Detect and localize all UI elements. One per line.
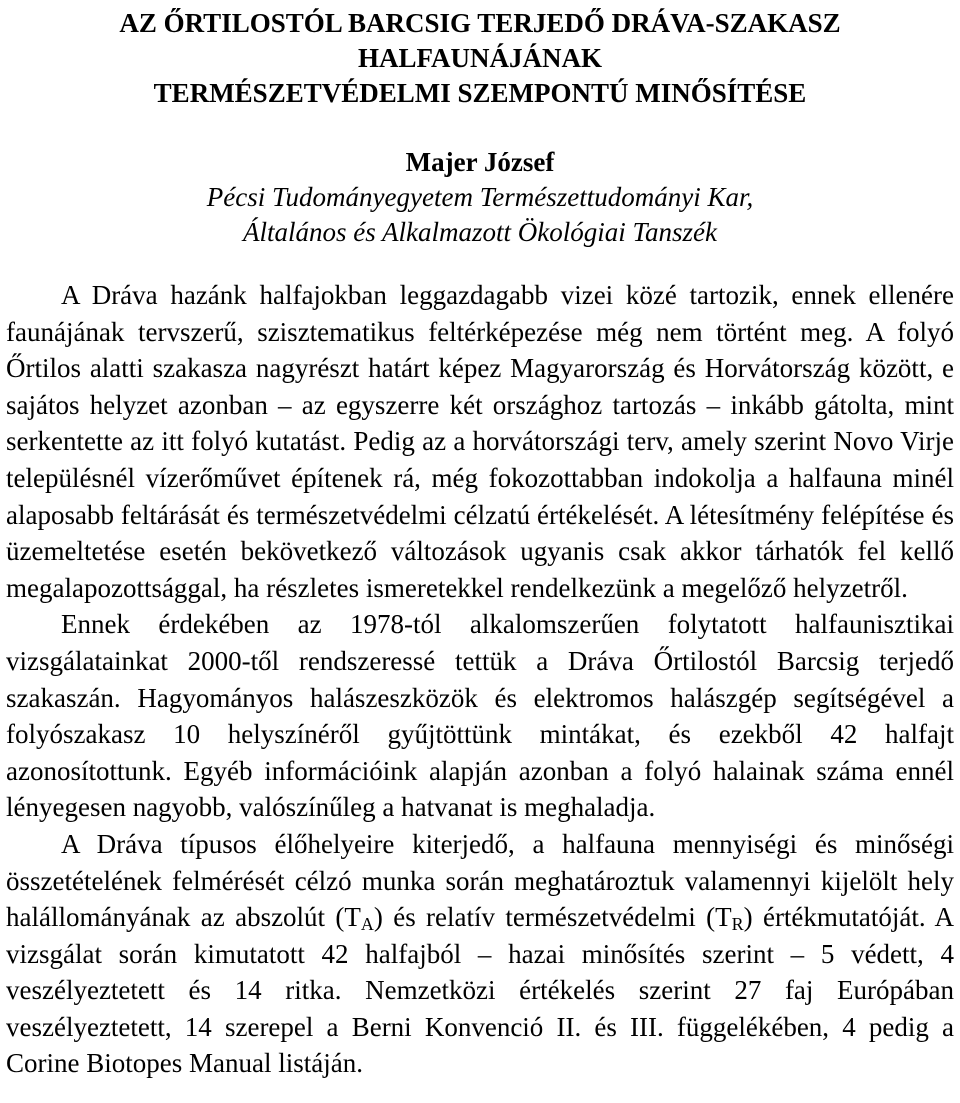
paragraph-2: Ennek érdekében az 1978-tól alkalomszerűen folytatott halfaunisztikai vizsgálatainkat 2000-től rendszeressé tettük a Dráva Őrtilostól Barcsig terjedő szakaszán. Hagyományos halászeszközök és elektromos halászgép segítségével a folyószakasz 10 helyszínéről gyűjtöttünk mintákat, és ezekből 42 halfajt azonosítottunk. Egyéb információink alapján azonban a folyó halainak száma ennél lényegesen nagyobb, valószínűleg a hatvanat is meghaladja. <box>6 609 954 823</box>
paragraph-3 <box>6 826 954 1082</box>
author-name: Majer József <box>405 147 555 177</box>
title-line-3: TERMÉSZETVÉDELMI SZEMPONTÚ MINŐSÍTÉSE <box>153 78 807 108</box>
author-block <box>6 145 954 250</box>
title-line-1: AZ ŐRTILOSTÓL BARCSIG TERJEDŐ DRÁVA-SZAKASZ <box>119 8 841 38</box>
paragraph-1: A Dráva hazánk halfajokban leggazdagabb vizei közé tartozik, ennek ellenére faunájának tervszerű, szisztematikus feltérképezése még nem történt meg. A folyó Őrtilos alatti szakasza nagyrészt határt képez Magyarország és Horvátország között, e sajátos helyzet azonban – az egyszerre két országhoz tartozás – inkább gátolta, mint serkentette az itt folyó kutatást. Pedig az a horvátországi terv, amely szerint Novo Virje településnél vízerőművet építenek rá, még fokozottabban indokolja a halfauna minél alaposabb feltárását és természetvédelmi célzatú értékelését. A létesítmény felépítése és üzemeltetése esetén bekövetkező változások ugyanis csak akkor tárhatók fel kellő megalapozottsággal, ha részletes ismeretekkel rendelkezünk a megelőző helyzetről. <box>6 280 954 603</box>
title-line-2: HALFAUNÁJÁNAK <box>358 43 602 73</box>
subscript-a: A <box>360 914 374 935</box>
abstract-body <box>6 277 954 1082</box>
paragraph-3-text-b: ) és relatív természetvédelmi (T <box>373 902 732 933</box>
affiliation-line-1: Pécsi Tudományegyetem Természettudományi Kar, <box>206 182 754 212</box>
affiliation-line-2: Általános és Alkalmazott Ökológiai Tanszék <box>242 217 717 247</box>
document-title <box>6 6 954 111</box>
paragraph-3-text-a: A Dráva típusos élőhelyeire kiterjedő, a halfauna mennyiségi és minőségi összetételének felmérését célzó munka során meghatároztuk valamennyi kijelölt hely halállományának az abszolút (T <box>6 828 954 933</box>
subscript-r: R <box>731 914 744 935</box>
paragraph-3-text-c: ) értékmutatóját. A vizsgálat során kimutatott 42 halfajból – hazai minősítés szerint – 5 védett, 4 veszélyeztetett és 14 ritka. Nemzetközi értékelés szerint 27 faj Európában veszélyeztetett, 14 szerepel a Berni Konvenció II. és III. függelékében, 4 pedig a Corine Biotopes Manual listáján. <box>6 902 954 1079</box>
